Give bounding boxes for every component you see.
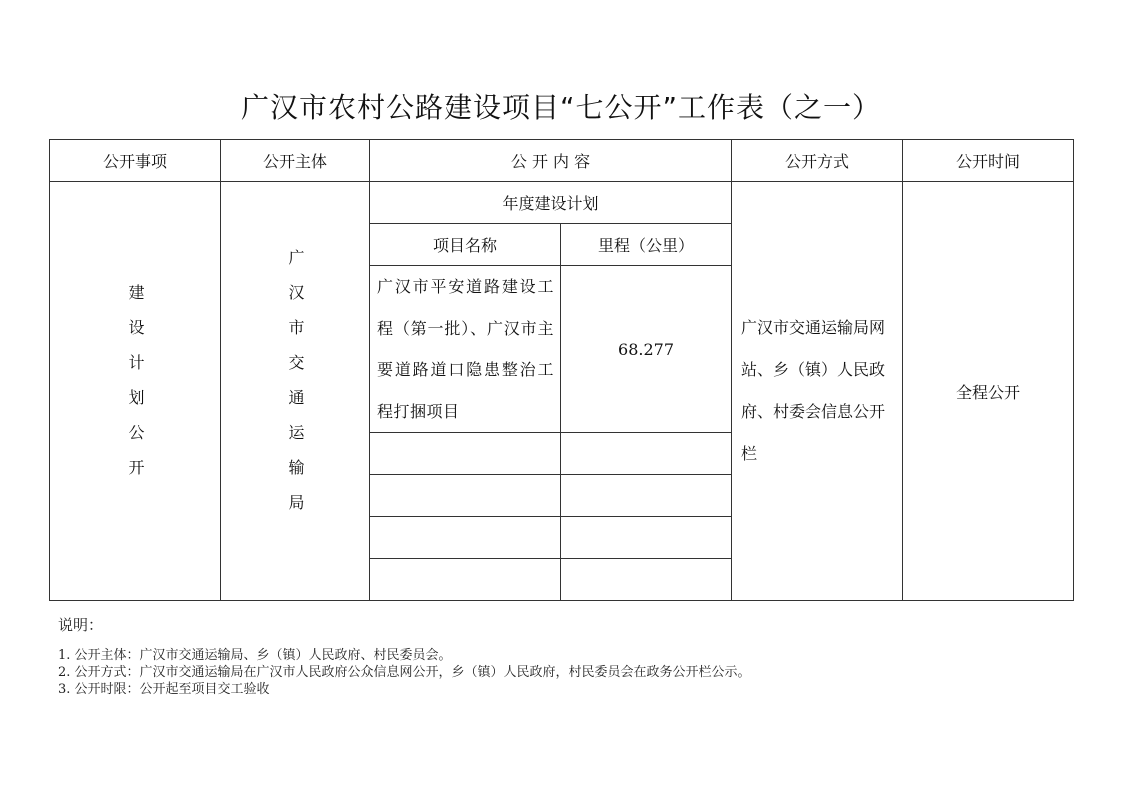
time-cell: 全程公开 xyxy=(903,182,1074,601)
header-method: 公开方式 xyxy=(732,140,903,182)
col-project-header: 项目名称 xyxy=(370,224,561,266)
note-line: 2. 公开方式：广汉市交通运输局在广汉市人民政府公众信息网公开，乡（镇）人民政府，村民委员会在政务公开栏公示。 xyxy=(58,665,751,680)
mileage-cell xyxy=(561,475,732,517)
project-name: 广汉市平安道路建设工程（第一批）、广汉市主要道路道口隐患整治工程打捆项目 xyxy=(377,277,554,421)
notes-heading: 说明： xyxy=(58,616,104,634)
table-header-row xyxy=(50,140,1074,182)
matter-text: 建设计划公开 xyxy=(126,284,145,494)
content-section-title: 年度建设计划 xyxy=(370,182,732,224)
page-title: 广汉市农村公路建设项目“七公开”工作表（之一） xyxy=(240,91,881,124)
notes-section xyxy=(58,614,751,698)
table-row xyxy=(50,182,1074,224)
mileage-cell xyxy=(561,559,732,601)
method-text: 广汉市交通运输局网站、乡（镇）人民政府、村委会信息公开栏 xyxy=(741,318,886,463)
project-cell xyxy=(370,266,561,433)
col-mileage-header: 里程（公里） xyxy=(561,224,732,266)
header-time: 公开时间 xyxy=(903,140,1074,182)
note-line: 3. 公开时限：公开起至项目交工验收 xyxy=(58,682,270,697)
project-cell xyxy=(370,517,561,559)
project-cell xyxy=(370,559,561,601)
mileage-cell xyxy=(561,517,732,559)
matter-cell xyxy=(50,182,221,601)
mileage-cell xyxy=(561,433,732,475)
disclosure-table xyxy=(49,139,1074,601)
header-content: 公 开 内 容 xyxy=(370,140,732,182)
subject-cell xyxy=(221,182,370,601)
header-subject: 公开主体 xyxy=(221,140,370,182)
project-cell xyxy=(370,475,561,517)
method-cell xyxy=(732,182,903,601)
mileage-cell: 68.277 xyxy=(561,266,732,433)
note-line: 1. 公开主体：广汉市交通运输局、乡（镇）人民政府、村民委员会。 xyxy=(58,648,452,663)
project-cell xyxy=(370,433,561,475)
header-matter: 公开事项 xyxy=(50,140,221,182)
subject-text: 广汉市交通运输局 xyxy=(286,249,305,529)
